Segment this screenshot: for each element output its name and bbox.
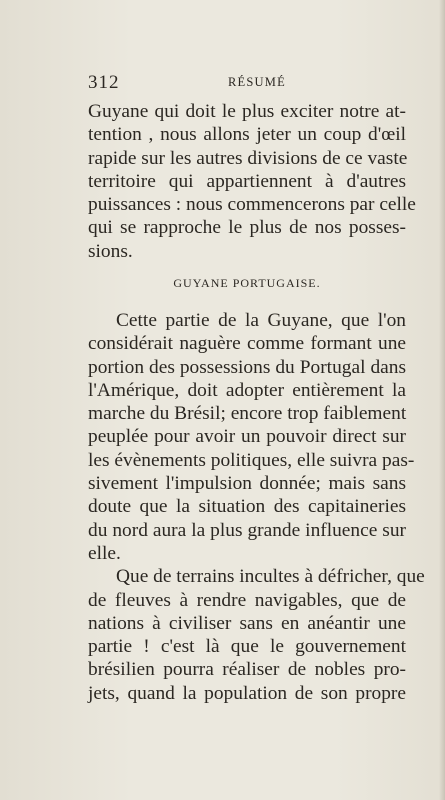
text-line: du nord aura la plus grande influence sur [88,519,406,541]
text-line: elle. [88,542,121,564]
text-line: les évènements politiques, elle suivra pas- [88,449,415,471]
text-line: Que de terrains incultes à défricher, que [116,566,425,588]
text-line: portion des possessions du Portugal dans [88,356,406,378]
text-line: sions. [88,240,133,262]
text-line: doute que la situation des capitaineries [88,496,406,518]
text-line: nations à civiliser sans en anéantir une [88,612,406,634]
text-line: partie ! c'est là que le gouvernement [88,636,406,658]
page-header [88,72,406,96]
text-line: l'Amérique, doit adopter entièrement la [88,379,406,401]
section-heading: GUYANE PORTUGAISE. [173,276,321,290]
text-line: de fleuves à rendre navigables, que de [88,589,406,611]
text-line: puissances : nous commencerons par celle [88,194,416,216]
paragraph-continuation [88,100,416,263]
text-line: Guyane qui doit le plus exciter notre at- [88,101,406,122]
text-line: considérait naguère comme formant une [88,333,406,355]
text-line: peuplée pour avoir un pouvoir direct sur [88,426,406,448]
section-body [88,309,425,705]
text-line: jets, quand la population de son propre [88,682,406,704]
page-number: 312 [88,72,120,93]
running-head: RÉSUMÉ [228,75,286,89]
text-line: sivement l'impulsion donnée; mais sans [88,473,406,495]
text-line: rapide sur les autres divisions de ce vaste [88,147,408,169]
text-line: territoire qui appartiennent à d'autres [88,170,406,192]
text-line: tention , nous allons jeter un coup d'œil [88,124,406,146]
page-edge-shadow [439,0,445,800]
text-line: Cette partie de la Guyane, que l'on [116,310,406,331]
text-line: brésilien pourra réaliser de nobles pro- [88,659,406,681]
text-line: qui se rapproche le plus de nos posses- [88,217,406,239]
text-line: marche du Brésil; encore trop faiblement [88,403,407,425]
